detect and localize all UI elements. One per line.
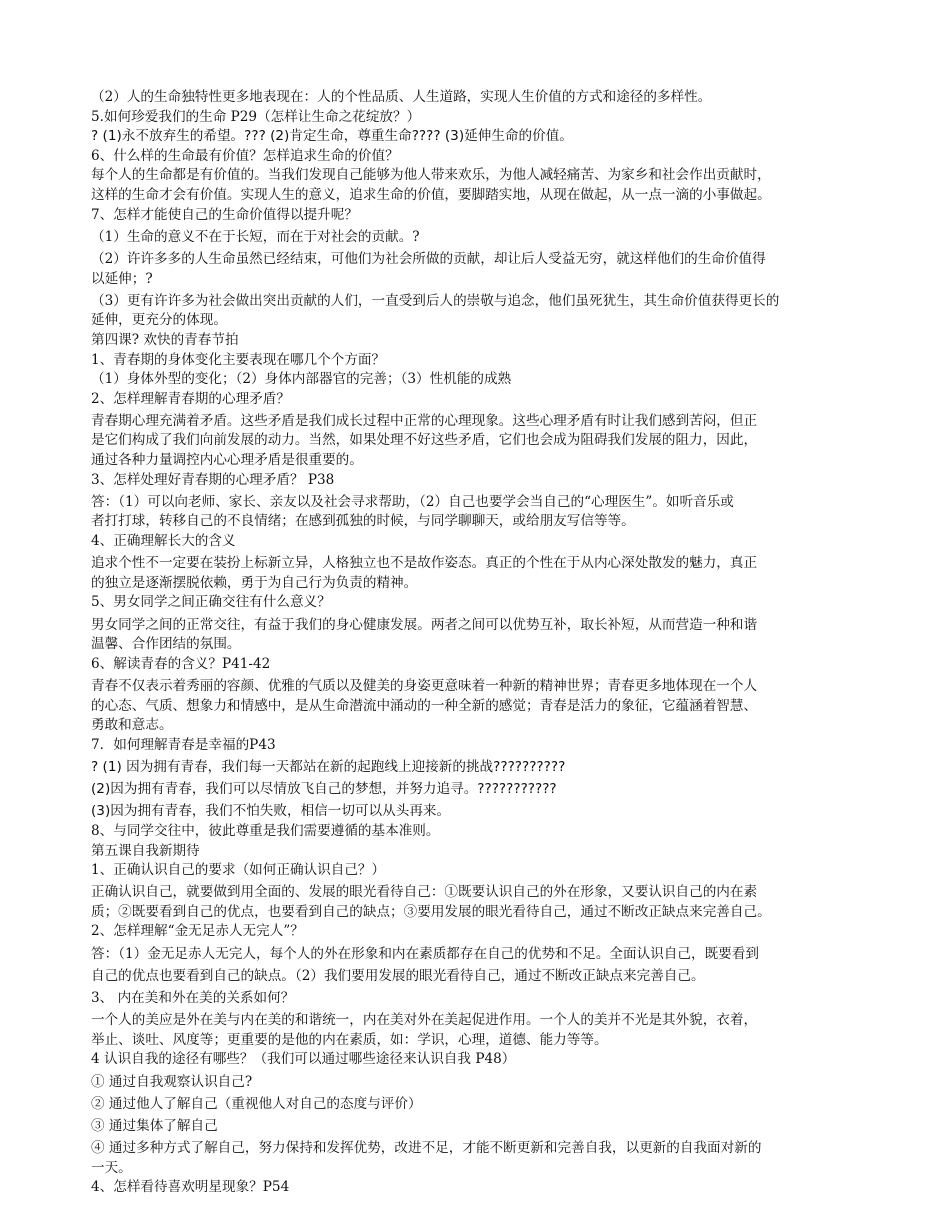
text-line: 这样的生命才会有价值。实现人生的意义，追求生命的价值，要脚踏实地，从现在做起，从一点一滴的小事做起。 [91,186,771,203]
question-heading: 1、青春期的身体变化主要表现在哪几个个方面？ [91,351,386,368]
question-heading: 2、怎样理解青春期的心理矛盾？ [91,390,290,407]
text-line: 一个人的美应是外在美与内在美的和谐统一，内在美对外在美起促进作用。一个人的美并不光是其外貌，衣着， [91,1012,758,1029]
text-line: 的心态、气质、想象力和情感中，是从生命潜流中涌动的一种全新的感觉；青春是活力的象征，它蕴涵着智慧、 [91,697,758,714]
text-line: （1）身体外型的变化；（2）身体内部器官的完善；（3）性机能的成熟 [91,371,512,388]
text-line: 的独立是逐渐摆脱依赖，勇于为自己行为负责的精神。 [91,574,418,591]
text-line: 通过各种力量调控内心心理矛盾是很重要的。 [91,452,363,469]
question-heading: 6、解读青春的含义？P41-42 [91,655,271,672]
text-line: ? (1) 因为拥有青春，我们每一天都站在新的起跑线上迎接新的挑战?????????? [91,758,566,775]
lesson-heading: 第四课? 欢快的青春节拍 [91,331,239,348]
question-heading: 4、正确理解长大的含义 [91,533,236,550]
text-line: （2）许许多多的人生命虽然已经结束，可他们为社会所做的贡献，却让后人受益无穷，就这样他们的生命价值得 [91,250,766,267]
text-line: 追求个性不一定要在装扮上标新立异，人格独立也不是故作姿态。真正的个性在于从内心深处散发的魅力，真正 [91,555,758,572]
text-line: 延伸，更充分的体现。 [91,312,227,329]
text-line: 举止、谈吐、风度等；更重要的是他的内在素质，如：学识，心理，道德、能力等等。 [91,1031,608,1048]
question-heading: 1、正确认识自己的要求（如何正确认识自己？） [91,862,386,879]
text-line: 是它们构成了我们向前发展的动力。当然，如果处理不好这些矛盾，它们也会成为阻碍我们发展的阻力，因此， [91,432,758,449]
text-line: 以延伸；? [91,270,153,287]
text-line: （2）人的生命独特性更多地表现在：人的个性品质、人生道路，实现人生价值的方式和途径的多样性。 [91,89,712,105]
text-line: 质；②既要看到自己的优点，也要看到自己的缺点；③要用发展的眼光看待自己，通过不断改正缺点来完善自己。 [91,903,771,920]
text-line: (2)因为拥有青春，我们可以尽情放飞自己的梦想，并努力追寻。??????????? [91,781,557,798]
text-line: (3)因为拥有青春，我们不怕失败，相信一切可以从头再来。 [91,803,451,820]
text-line: （3）更有许许多为社会做出突出贡献的人们，一直受到后人的崇敬与追念，他们虽死犹生，其生命价值获得更长的 [91,292,780,309]
question-heading: 2、怎样理解“金无足赤人无完人”？ [91,923,304,940]
lesson-heading: 第五课自我新期待 [91,842,200,859]
question-heading: 5.如何珍爱我们的生命 P29（怎样让生命之花绽放？） [91,108,421,125]
text-line: 男女同学之间的正常交往，有益于我们的身心健康发展。两者之间可以优势互补，取长补短，从而营造一种和谐 [91,616,758,633]
list-item: ② 通过他人了解自己（重视他人对自己的态度与评价） [91,1095,422,1112]
text-line: 温馨、合作团结的氛围。 [91,636,241,653]
text-line: 青春期心理充满着矛盾。这些矛盾是我们成长过程中正常的心理现象。这些心理矛盾有时让我们感到苦闷，但正 [91,412,758,429]
list-item: ③ 通过集体了解自己 [91,1117,218,1134]
text-line: （1）生命的意义不在于长短，而在于对社会的贡献。? [91,228,420,245]
text-line: 答：（1）金无足赤人无完人，每个人的外在形象和内在素质都存在自己的优势和不足。全面认识自己，既要看到 [91,945,759,962]
text-line: ? (1)永不放弃生的希望。??? (2)肯定生命，尊重生命???? (3)延伸生命的价值。 [91,128,573,145]
text-line: 勇敢和意志。 [91,717,173,734]
text-line: 每个人的生命都是有价值的。当我们发现自己能够为他人带来欢乐，为他人减轻痛苦、为家乡和社会作出贡献时， [91,167,771,184]
text-line: 8、与同学交往中，彼此尊重是我们需要遵循的基本准则。 [91,822,440,839]
question-heading: 7、怎样才能使自己的生命价值得以提升呢？ [91,206,358,223]
text-line: 一天。 [91,1159,132,1176]
text-line: 答：（1）可以向老师、家长、亲友以及社会寻求帮助，（2）自己也要学会当自己的“心理医生”。如听音乐或 [91,493,734,510]
question-heading: 4 认识自我的途径有哪些？（我们可以通过哪些途径来认识自我 P48） [91,1051,516,1068]
question-heading: 3、 内在美和外在美的关系如何？ [91,990,295,1007]
text-line: 正确认识自己，就要做到用全面的、发展的眼光看待自己：①既要认识自己的外在形象，又要认识自己的内在素 [91,884,758,901]
text-line: 自己的优点也要看到自己的缺点。（2）我们要用发展的眼光看待自己，通过不断改正缺点来完善自己。 [91,967,705,984]
question-heading: 6、什么样的生命最有价值？怎样追求生命的价值？ [91,147,399,164]
list-item: ① 通过自我观察认识自己? [91,1073,253,1090]
question-heading: 7．如何理解青春是幸福的P43 [91,736,276,753]
list-item: ④ 通过多种方式了解自己，努力保持和发挥优势，改进不足，才能不断更新和完善自我，以更新的自我面对新的 [91,1140,762,1157]
question-heading: 3、怎样处理好青春期的心理矛盾？ P38 [91,471,335,488]
question-heading: 4、怎样看待喜欢明星现象？P54 [91,1179,290,1196]
text-line: 青春不仅表示着秀丽的容颜、优雅的气质以及健美的身姿更意味着一种新的精神世界；青春更多地体现在一个人 [91,677,758,694]
question-heading: 5、男女同学之间正确交往有什么意义？ [91,594,331,611]
text-line: 者打打球，转移自己的不良情绪；在感到孤独的时候，与同学聊聊天，或给朋友写信等等。 [91,513,635,530]
